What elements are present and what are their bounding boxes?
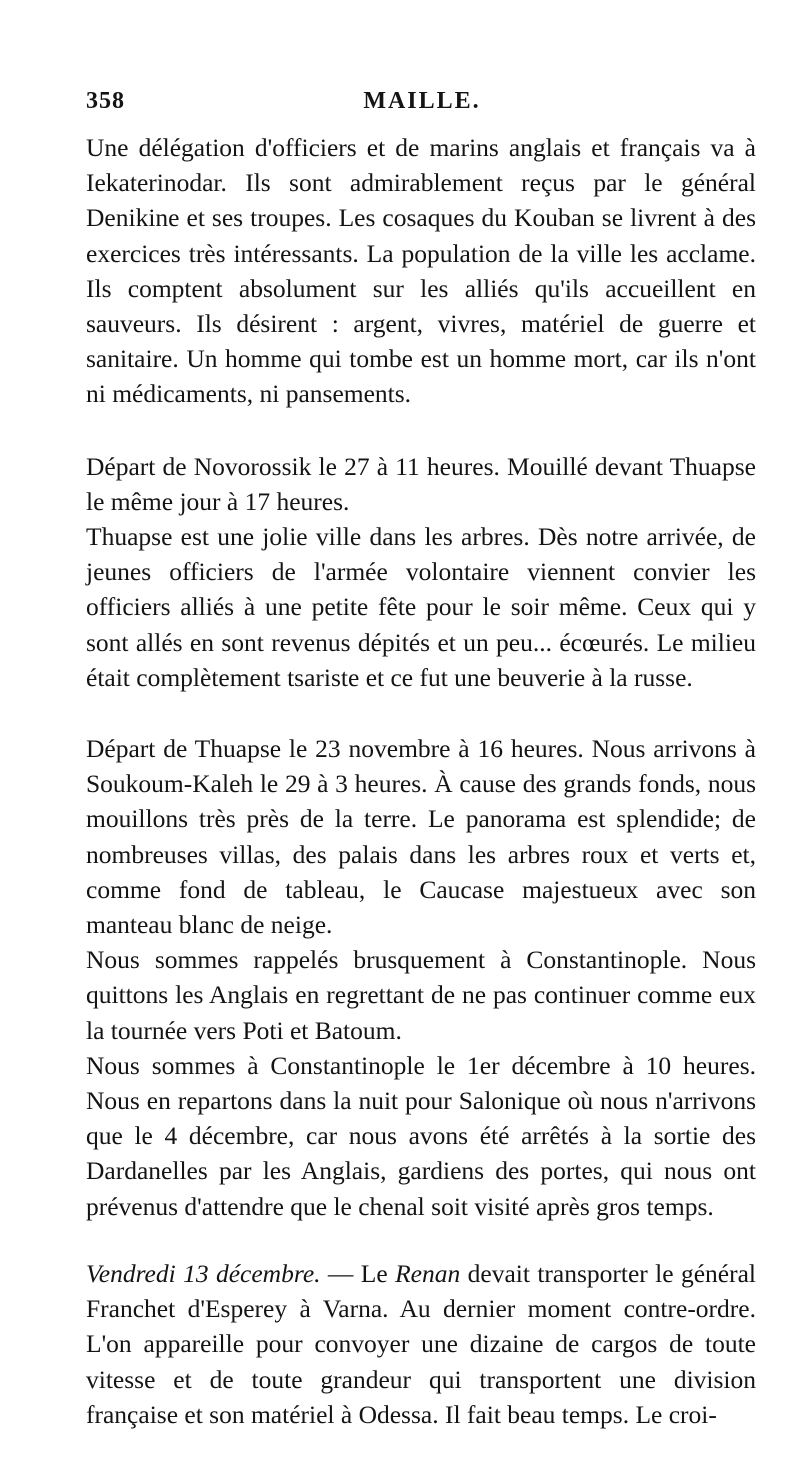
page-number: 358: [86, 88, 125, 114]
paragraph: Thuapse est une jolie ville dans les arbres. Dès notre arrivée, de jeunes officiers de l'armée volontaire viennent convier les officiers alliés à une petite fête pour le soir même. Ceux qui y sont allés en sont revenus dépités et un peu... écœurés. Le milieu était complètement tsariste et ce fut une beuverie à la russe.: [86, 522, 756, 692]
paragraph: Nous sommes à Constantinople le 1er décembre à 10 heures. Nous en repartons dans la nuit pour Salonique où nous n'arrivons que le 4 décembre, car nous avons été arrêtés à la sortie des Dardanelles par les Anglais, gardiens des portes, qui nous ont prévenus d'attendre que le chenal soit visité après gros temps.: [86, 1050, 756, 1221]
paragraph: Départ de Novorossik le 27 à 11 heures. Mouillé devant Thuapse le même jour à 17 heures.: [86, 451, 756, 516]
page-header: [86, 88, 758, 118]
body-text: [86, 130, 756, 1432]
date-heading: Vendredi 13 décembre.: [86, 1258, 321, 1288]
paragraph: Nous sommes rappelés brusquement à Constantinople. Nous quittons les Anglais en regrettant de ne pas continuer comme eux la tournée vers Poti et Batoum.: [86, 945, 756, 1045]
paragraph-text: devait transporter le général Franchet d'Esperey à Varna. Au dernier moment contre-ordre. L'on appareille pour convoyer une dizaine de cargos de toute vitesse et de toute grandeur qui transportent une division française et son matériel à Odessa. Il fait beau temps. Le croi-: [86, 1258, 756, 1429]
paragraph: Départ de Thuapse le 23 novembre à 16 heures. Nous arrivons à Soukoum-Kaleh le 29 à 3 heures. À cause des grands fonds, nous mouillons très près de la terre. Le panorama est splendide; de nombreuses villas, des palais dans les arbres roux et verts et, comme fond de tableau, le Caucase majestueux avec son manteau blanc de neige.: [86, 734, 756, 940]
paragraph-last: [86, 1256, 756, 1432]
running-head: MAILLE.: [363, 88, 481, 114]
dash-text: — Le: [320, 1258, 396, 1288]
paragraph: Une délégation d'officiers et de marins anglais et français va à Iekaterinodar. Ils sont admirablement reçus par le général Denikine et ses troupes. Les cosaques du Kouban se livrent à des exercices très intéressants. La population de la ville les acclame. Ils comptent absolument sur les alliés qu'ils accueillent en sauveurs. Ils désirent : argent, vivres, matériel de guerre et sanitaire. Un homme qui tombe est un homme mort, car ils n'ont ni médicaments, ni pansements.: [86, 133, 756, 409]
ship-name: Renan: [395, 1258, 461, 1288]
